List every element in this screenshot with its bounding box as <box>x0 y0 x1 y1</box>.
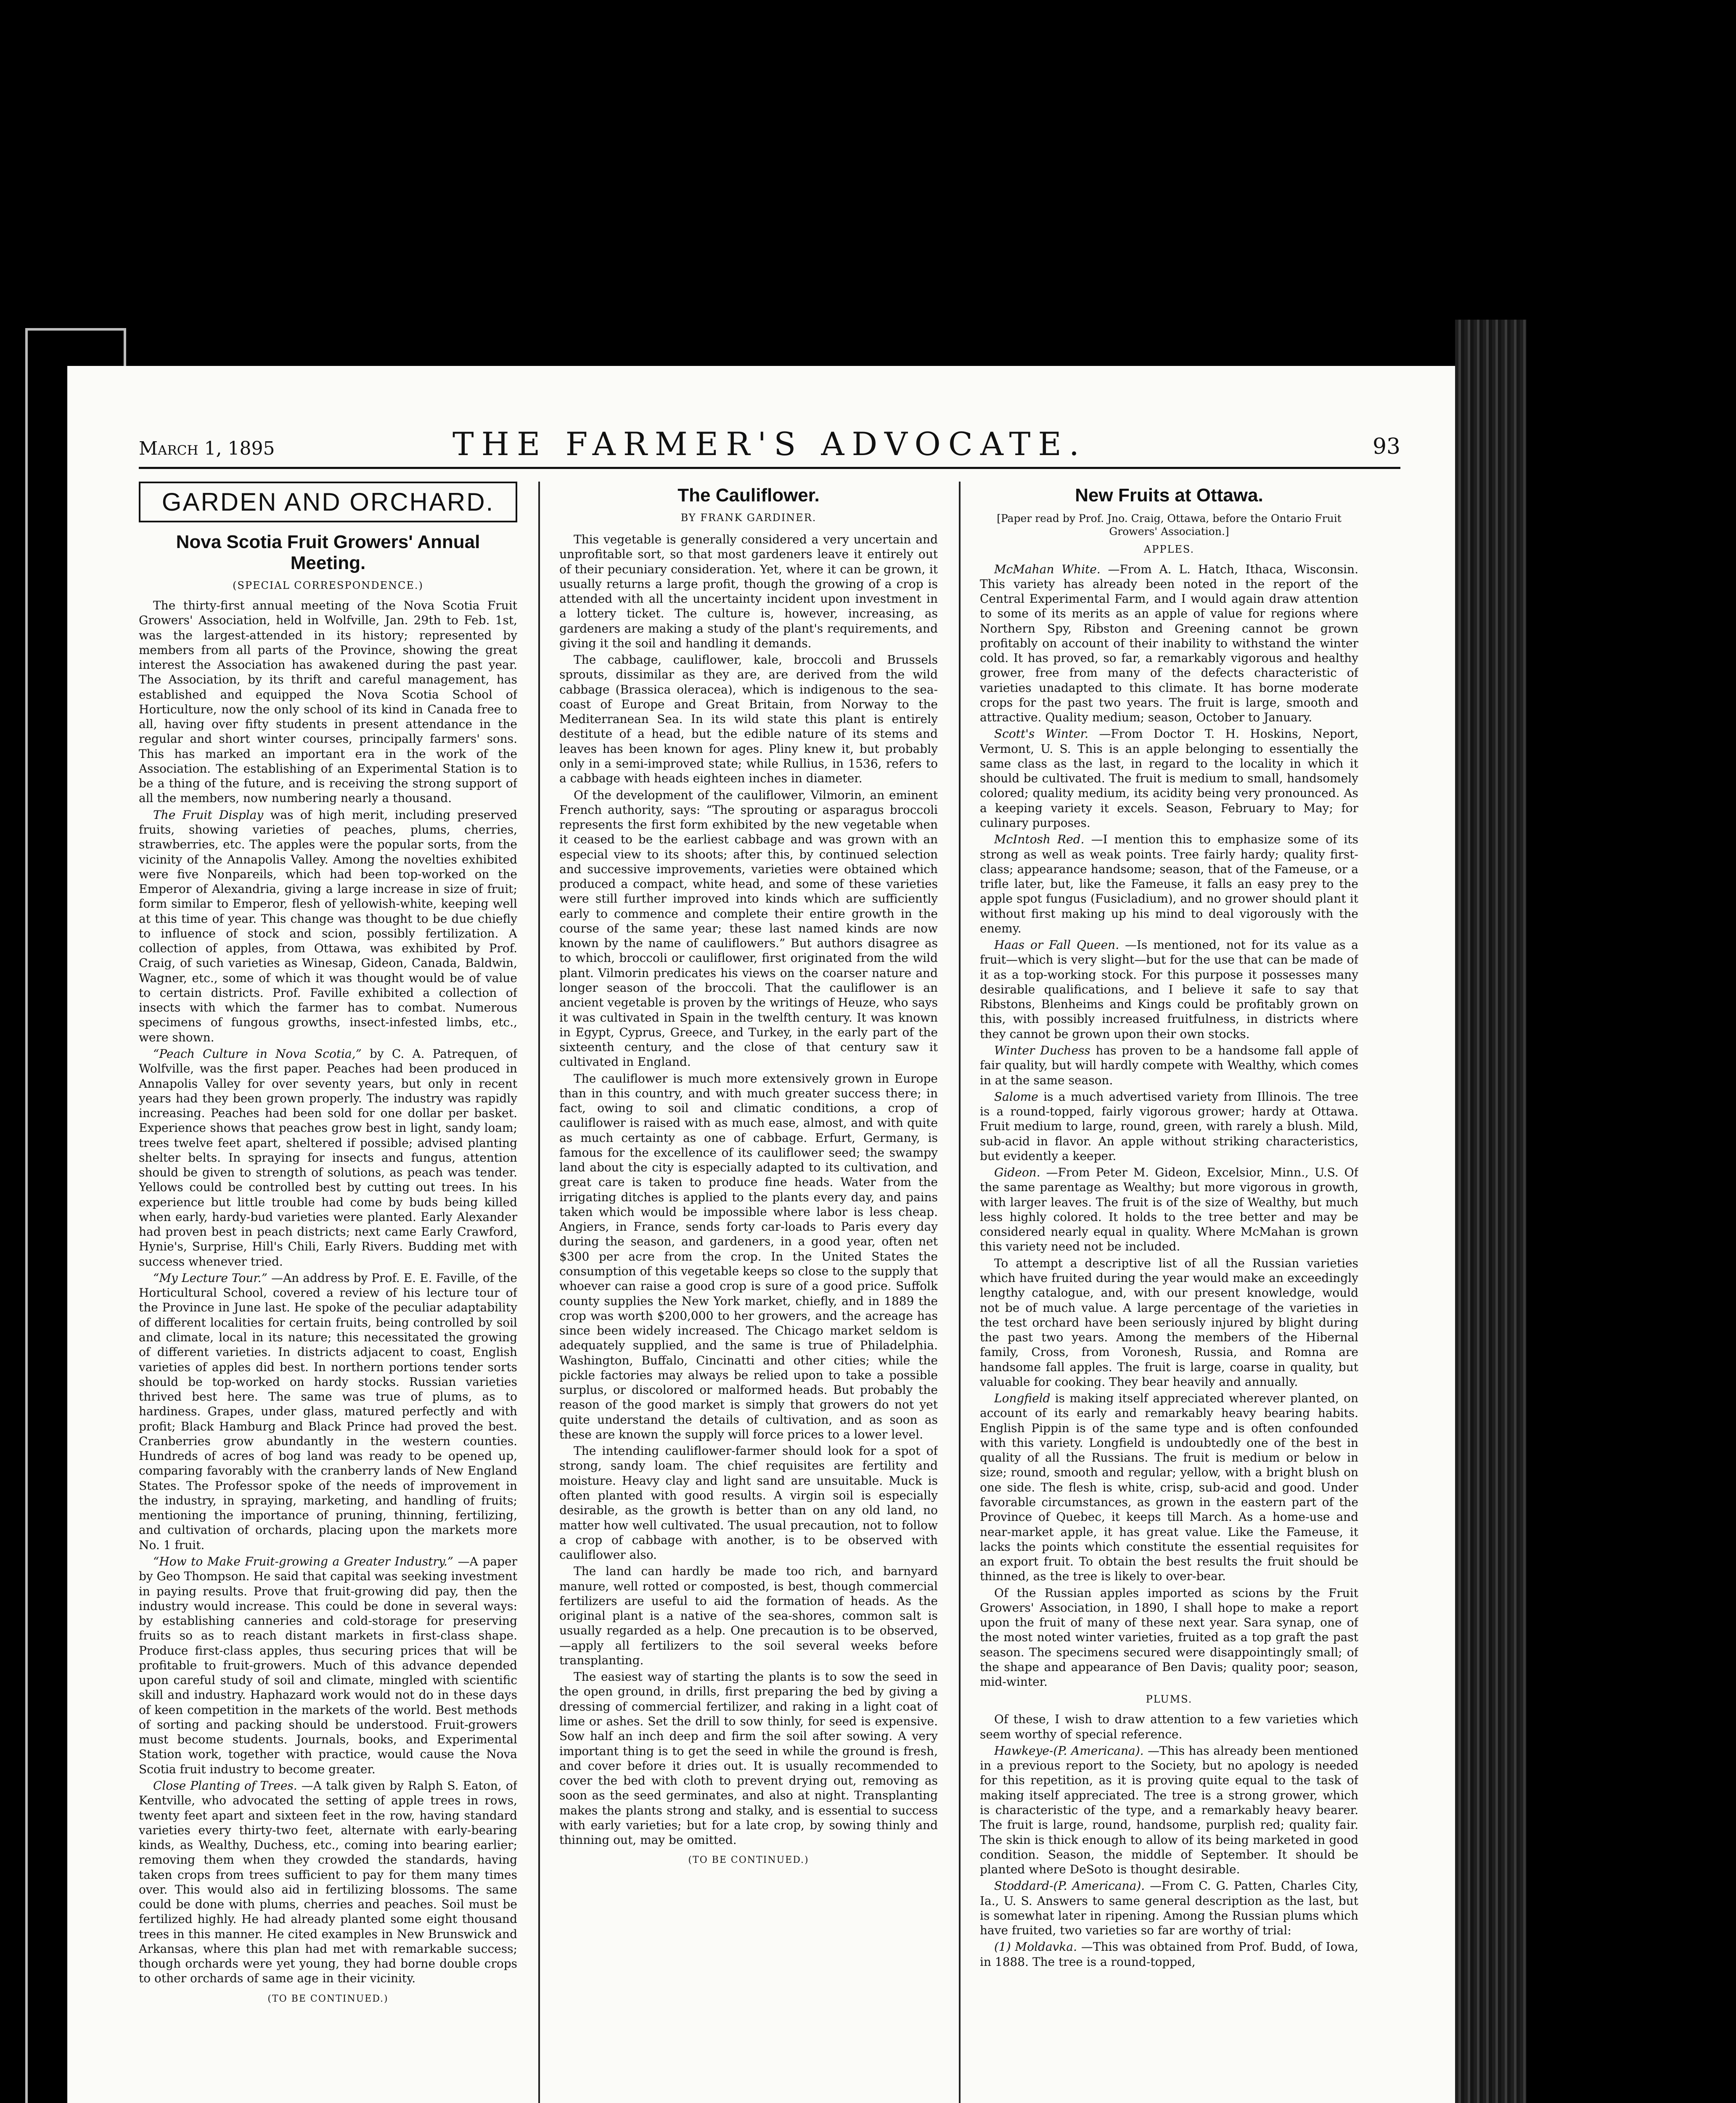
paragraph-lead: McIntosh Red. <box>994 832 1085 847</box>
article-body <box>559 532 938 1847</box>
paragraph-text: —Is mentioned, not for its value as a fruit—which is very slight—but for the use that can be made of it as a top-working stock. For this purpose it possesses many desirable qualifications, and I believe it safe to say that Ribstons, Blenheims and Kings could be profitably grown on this, with possibly increased fruitfulness, in districts where they cannot be grown upon their own stocks. <box>980 938 1358 1041</box>
paragraph-lead: “My Lecture Tour.” <box>153 1271 267 1285</box>
continued-note: (TO BE CONTINUED.) <box>267 1993 389 2004</box>
paragraph <box>980 1089 1358 1163</box>
paragraph-text: —From A. L. Hatch, Ithaca, Wisconsin. This variety has already been noted in the report of the Central Experimental Farm, and I would again draw attention to some of its merits as an apple of value for regions where Northern Spy, Ribston and Greening cannot be grown profitably on account of their inability to withstand the winter cold. It has proved, so far, a remarkably vigorous and healthy grower, free from many of the defects characteristic of varieties unadapted to this climate. It has borne moderate crops for the past two years. The fruit is large, smooth and attractive. Quality medium; season, October to January. <box>980 562 1358 725</box>
paragraph <box>559 788 938 1070</box>
paragraph <box>559 1669 938 1847</box>
paragraph-text: was of high merit, including preserved fruits, showing varieties of peaches, plums, cherries, strawberries, etc. The apples were the popular sorts, from the vicinity of the Annapolis Valley. Among the novelties exhibited were five Nonpareils, which had been top-worked on the Emperor of Alexandria, giving a large increase in size of fruit; form similar to Emperor, flesh of yellowish-white, keeping well at this time of year. This change was thought to be due chiefly to influence of stock and scion, possibly fertilization. A collection of apples, from Ottawa, was exhibited by Prof. Craig, of such varieties as Winesap, Gideon, Canada, Baldwin, Wagner, etc., some of which it was thought would be of value to certain districts. Prof. Faville exhibited a collection of insects with which the farmer has to combat. Numerous specimens of fungous growths, insect-infested limbs, etc., were shown. <box>139 808 517 1044</box>
article-title: The Cauliflower. <box>677 485 820 506</box>
paragraph-lead: “Peach Culture in Nova Scotia,” <box>153 1046 362 1061</box>
paragraph-text: The intending cauliflower-farmer should look for a spot of strong, sandy loam. The chief requisites are fertility and moisture. Heavy clay and light sand are unsuitable. Muck is often planted with good results. A virgin soil is especially desirable, as the growth is better than on any old land, no matter how well cultivated. The usual precaution, not to follow a crop of cabbage with another, is to be observed with cauliflower also. <box>559 1444 938 1562</box>
continued-note: (TO BE CONTINUED.) <box>688 1855 809 1866</box>
paragraph <box>139 1778 517 1986</box>
paragraph <box>980 726 1358 830</box>
issue-date: March 1, 1895 <box>139 438 275 459</box>
article-title: Nova Scotia Fruit Growers' Annual Meeting. <box>176 532 480 573</box>
newspaper-page <box>67 366 1455 2103</box>
paragraph <box>980 1391 1358 1584</box>
paragraph-text: The cauliflower is much more extensively grown in Europe than in this country, and with much greater success there; in fact, owing to soil and climatic conditions, a crop of cauliflower is raised with as much ease, almost, and with quite as much certainty as one of cabbage. Erfurt, Germany, is famous for the excellence of its cauliflower seed; the swampy land about the city is especially adapted to its cultivation, and great care is taken to produce fine heads. Water from the irrigating ditches is applied to the plants every day, and pains taken which would be impossible where labor is less cheap. Angiers, in France, sends forty car-loads to Paris every day during the season, and gardeners, in a good year, often net $300 per acre from the crop. In the United States the consumption of this vegetable keeps so close to the supply that whoever can raise a good crop is sure of a good price. Suffolk county supplies the New York market, chiefly, and in 1889 the crop was worth $200,000 to her growers, and the acreage has since been widely increased. The Chicago market seldom is adequately supplied, and the same is true of Philadelphia. Washington, Buffalo, Cincinatti and other cities; while the pickle factories may always be relied upon to take a possible surplus, or discolored or malformed heads. But probably the reason of the good market is simply that growers do not yet quite understand the details of cultivation, and as soon as these are known the supply will force prices to a lower level. <box>559 1071 938 1441</box>
paragraph <box>980 938 1358 1041</box>
editor-note: [Paper read by Prof. Jno. Craig, Ottawa, before the Ontario Fruit Growers' Association.] <box>997 512 1342 538</box>
paragraph-text: has proven to be a handsome fall apple of fair quality, but will hardly compete with Wealthy, which comes in at the same season. <box>980 1044 1358 1087</box>
paragraph <box>980 1256 1358 1389</box>
paragraph-lead: Haas or Fall Queen. <box>994 938 1119 952</box>
paragraph <box>139 598 517 806</box>
article-body <box>139 598 517 1986</box>
paragraph <box>980 1939 1358 1969</box>
paragraph-text: is a much advertised variety from Illinois. The tree is a round-topped, fairly vigorous grower; hardy at Ottawa. Fruit medium to large, round, green, with rarely a blush. Mild, sub-acid in flavor. An apple without striking characteristics, but evidently a keeper. <box>980 1089 1358 1163</box>
paragraph-lead: Stoddard-(P. Americana). <box>994 1879 1145 1893</box>
paragraph <box>559 1564 938 1668</box>
paragraph-text: Of these, I wish to draw attention to a few varieties which seem worthy of special reference. <box>980 1712 1358 1741</box>
paragraph-text: The easiest way of starting the plants is to sow the seed in the open ground, in drills, first preparing the bed by giving a dressing of commercial fertilizer, and raking in a light coat of lime or ashes. Set the drill to sow thinly, for seed is expensive. Sow half an inch deep and firm the soil after sowing. A very important thing is to get the seed in while the ground is fresh, and cover before it dries out. It is usually recommended to cover the bed with cloth to prevent drying out, removing as soon as the seed germinates, and also at night. Transplanting makes the plants strong and stalky, and is essential to success with early varieties; but for a late crop, by sowing thinly and thinning out, may be omitted. <box>559 1670 938 1847</box>
paragraph <box>980 1586 1358 1690</box>
section-heading: GARDEN AND ORCHARD. <box>139 482 517 522</box>
paragraph <box>980 1043 1358 1088</box>
paragraph <box>559 532 938 651</box>
paragraph-lead: (1) Moldavka. <box>994 1940 1077 1954</box>
paragraph-lead: Salome <box>994 1089 1038 1104</box>
paragraph-text: —From Peter M. Gideon, Excelsior, Minn., U.S. Of the same parentage as Wealthy; but more vigorous in growth, with larger leaves. The fruit is of the size of Wealthy, but much less highly colored. It holds to the tree better and may be considered nearly equal in quality. Where McMahan is grown this variety need not be included. <box>980 1165 1358 1254</box>
paragraph <box>980 1743 1358 1877</box>
paragraph-text: The thirty-first annual meeting of the Nova Scotia Fruit Growers' Association, held in Wolfville, Jan. 29th to Feb. 1st, was the largest-attended in its history; represented by members from all parts of the Province, showing the great interest the Association has awakened during the past year. The Association, by its thrift and careful management, has established and equipped the Nova Scotia School of Horticulture, now the only school of its kind in Canada free to all, having over fifty students in present attendance in the regular and short winter courses, principally farmers' sons. This has marked an important era in the work of the Association. The establishing of an Experimental Station is to be a thing of the future, and is receiving the strong support of all the members, now numbering nearly a thousand. <box>139 599 517 805</box>
paragraph-lead: McMahan White. <box>994 562 1101 576</box>
paragraph <box>559 652 938 786</box>
article-body-plums <box>980 1712 1358 1969</box>
paragraph-text: To attempt a descriptive list of all the Russian varieties which have fruited during the year would make an exceedingly lengthy catalogue, and, with our present knowledge, would not be of much value. A large percentage of the varieties in the test orchard have been seriously injured by blight during the past two years. Among the members of the Hibernal family, Cross, from Voronesh, Russia, and Romna are handsome fall apples. The fruit is large, coarse in quality, but valuable for cooking. They bear heavily and annually. <box>980 1256 1358 1389</box>
column-garden-orchard <box>139 482 517 2103</box>
paragraph-text: by C. A. Patrequen, of Wolfville, was the first paper. Peaches had been produced in Annapolis Valley for over seventy years, but only in recent years had they been grown properly. The industry was rapidly increasing. Peaches had been sold for one dollar per basket. Experience shows that peaches grow best in light, sandy loam; trees twelve feet apart, sheltered if possible; advised planting shelter belts. In spraying for insects and fungus, attention should be given to strength of solutions, as peach was tender. Yellows could be controlled best by cutting out trees. In his experience but little trouble had come by buds being killed when early, hardy-bud varieties were planted. Early Alexander had proven best in peach districts; next came Early Crawford, Hynie's, Surprise, Hill's Chili, Early Rivers. Budding met with success whenever tried. <box>139 1046 517 1269</box>
paragraph-text: —This has already been mentioned in a previous report to the Society, but no apology is needed for this repetition, as it is proving quite equal to the task of making itself appreciated. The tree is a strong grower, which is characteristic of the type, and a remarkably heavy bearer. The fruit is large, round, handsome, purplish red; quality fair. The skin is thick enough to allow of its being marketed in good condition. Season, the middle of September. It should be planted where DeSoto is thought desirable. <box>980 1743 1358 1877</box>
paragraph <box>139 1554 517 1777</box>
subhead-apples: APPLES. <box>1143 543 1195 555</box>
paragraph-text: is making itself appreciated wherever planted, on account of its early and remarkably heavy bearing habits. English Pippin is of the same type and is often confounded with this variety. Longfield is undoubtedly one of the best in quality of all the Russians. The fruit is medium or below in size; round, smooth and regular; yellow, with a bright blush on one side. The flesh is white, crisp, sub-acid and good. Under favorable circumstances, as grown in the eastern part of the Province of Quebec, it keeps till March. As a home-use and near-market apple, it has great value. Like the Fameuse, it lacks the points which constitute the essential requisites for an export fruit. To obtain the best results the fruit should be thinned, as the tree is likely to over-bear. <box>980 1391 1358 1584</box>
paragraph-text: —An address by Prof. E. E. Faville, of the Horticultural School, covered a review of his lecture tour of the Province in June last. He spoke of the peculiar adaptability of different localities for certain fruits, being controlled by soil and climate, local in its nature; this necessitated the growing of different varieties. In districts adjacent to coast, English varieties of apples did best. In northern portions tender sorts should be top-worked on hardy stocks. Russian varieties thrived best here. The same was true of plums, as to hardiness. Grapes, under glass, matured perfectly and with profit; Black Hamburg and Black Prince had proved the best. Cranberries grow abundantly in the western counties. Hundreds of acres of bog land was ready to be opened up, comparing favorably with the cranberry lands of New England States. The Professor spoke of the needs of improvement in the industry, in spraying, marketing, and handling of fruits; mentioning the importance of pruning, thinning, fertilizing, and cultivation of orchards, placing upon the markets more No. 1 fruit. <box>139 1271 517 1552</box>
paragraph <box>980 1712 1358 1742</box>
paragraph <box>980 562 1358 725</box>
paragraph <box>559 1071 938 1442</box>
paragraph-text: —A paper by Geo Thompson. He said that capital was seeking investment in paying results. Prove that fruit-growing did pay, then the industry would increase. This could be done in several ways: by establishing canneries and cold-storage for preserving fruits so as to reach distant markets in first-class shape. Produce first-class apples, thus securing prices that will be profitable to fruit-growers. Much of this advance depended upon careful study of soil and climate, mingled with scientific skill and industry. Haphazard work would not do in these days of keen competition in the markets of the world. Best methods of sorting and packing should be understood. Fruit-growers must become students. Journals, books, and Experimental Station work, together with practice, would cause the Nova Scotia fruit industry to become greater. <box>139 1555 517 1776</box>
paragraph <box>559 1443 938 1562</box>
paragraph-lead: Longfield <box>994 1391 1051 1406</box>
paragraph-text: This vegetable is generally considered a very uncertain and unprofitable sort, so that most gardeners leave it entirely out of their pecuniary consideration. Yet, where it can be grown, it usually returns a large profit, though the growing of a crop is attended with all the uncertainty incident upon investment in a lottery ticket. The culture is, however, increasing, as gardeners are making a study of the plant's requirements, and giving it the soil and handling it demands. <box>559 532 938 650</box>
paragraph-text: —This was obtained from Prof. Budd, of Iowa, in 1888. The tree is a round-topped, <box>980 1940 1358 1969</box>
paragraph-lead: Winter Duchess <box>994 1044 1090 1057</box>
paragraph-lead: Scott's Winter. <box>994 727 1088 741</box>
paragraph-lead: The Fruit Display <box>153 808 264 822</box>
paragraph-text: The cabbage, cauliflower, kale, broccoli and Brussels sprouts, dissimilar as they are, are derived from the wild cabbage (Brassica oleracea), which is indigenous to the sea-coast of Europe and Great Britain, from Norway to the Mediterranean Sea. In its wild state this plant is entirely destitute of a head, but the edible nature of its stems and leaves has been known for ages. Pliny knew it, but probably only in a semi-improved state; while Rullius, in 1536, refers to a cabbage with heads eighteen inches in diameter. <box>559 653 938 786</box>
subhead-plums: PLUMS. <box>1146 1693 1193 1706</box>
paragraph <box>980 1878 1358 1938</box>
paragraph-text: —A talk given by Ralph S. Eaton, of Kentville, who advocated the setting of apple trees in rows, twenty feet apart and sixteen feet in the row, having standard varieties every thirty-two feet, alternate with early-bearing kinds, as Wealthy, Duchess, etc., coming into bearing earlier; removing them when they crowded the standards, having taken crops from trees sufficient to pay for them many times over. This would also aid in fertilizing blossoms. The same could be done with plums, cherries and peaches. Soil must be fertilized highly. He had already planted some eight thousand trees in this manner. He cited examples in New Brunswick and Arkansas, where this plan had met with remarkable success; though orchards were yet young, they had borne double crops to other orchards of same age in their vicinity. <box>139 1778 517 1986</box>
byline: BY FRANK GARDINER. <box>680 512 817 524</box>
page-number: 93 <box>1372 434 1400 459</box>
column-new-fruits <box>980 482 1358 2103</box>
paragraph <box>980 1165 1358 1254</box>
article-title: New Fruits at Ottawa. <box>1075 485 1263 506</box>
column-cauliflower <box>559 482 938 2103</box>
publication-title: THE FARMER'S ADVOCATE. <box>452 425 1087 463</box>
paragraph-text: —I mention this to emphasize some of its strong as well as weak points. Tree fairly hardy; quality first-class; appearance handsome; season, that of the Fameuse, or a trifle later, but, like the Fameuse, it falls an easy prey to the apple spot fungus (Fusicladium), and no grower should plant it without first making up his mind to deal vigorously with the enemy. <box>980 832 1358 935</box>
column-rule <box>538 482 540 2103</box>
paragraph <box>980 832 1358 936</box>
article-body-apples <box>980 562 1358 1690</box>
paragraph-text: The land can hardly be made too rich, and barnyard manure, well rotted or composted, is best, though commercial fertilizers are useful to aid the formation of heads. As the original plant is a native of the sea-shores, common salt is usually regarded as a help. One precaution is to be observed,—apply all fertilizers to the soil several weeks before transplanting. <box>559 1564 938 1667</box>
running-head <box>139 421 1400 469</box>
paragraph-lead: Hawkeye-(P. Americana). <box>994 1743 1144 1758</box>
paragraph-text: Of the Russian apples imported as scions by the Fruit Growers' Association, in 1890, I shall hope to make a report upon the fruit of many of these next year. Sara synap, one of the most noted winter varieties, fruited as a top graft the past season. The specimens secured were disappointingly small; of the shape and appearance of Ben Davis; quality poor; season, mid-winter. <box>980 1586 1358 1689</box>
paragraph-text: Of the development of the cauliflower, Vilmorin, an eminent French authority, says: “The sprouting or asparagus broccoli represents the first form exhibited by the new vegetable when it ceased to be the earliest cabbage and was grown with an especial view to its shoots; after this, by continued selection and successive improvements, varieties were obtained which produced a compact, white head, and some of these varieties were still further improved into kinds which are sufficiently early to commence and complete their entire growth in the course of the same year; these last named kinds are now known by the name of cauliflowers.” But authors disagree as to which, broccoli or cauliflower, first originated from the wild plant. Vilmorin predicates his views on the coarser nature and longer season of the broccoli. That the cauliflower is an ancient vegetable is proven by the writings of Heuze, who says it was cultivated in Spain in the twelfth century. It was known in Egypt, Cyprus, Greece, and Turkey, in the early part of the sixteenth century, and the close of that century saw it cultivated in England. <box>559 788 938 1069</box>
paragraph-text: —From C. G. Patten, Charles City, Ia., U. S. Answers to same general description as the last, but is somewhat later in ripening. Among the Russian plums which have fruited, two varieties so far are worthy of trial: <box>980 1879 1358 1938</box>
paragraph <box>139 1046 517 1269</box>
paragraph-text: —From Doctor T. H. Hoskins, Neport, Vermont, U. S. This is an apple belonging to essentially the same class as the last, in regard to the locality in which it should be cultivated. The fruit is medium to small, handsomely colored; quality medium, its acidity being very pronounced. As a keeping variety it excels. Season, February to May; for culinary purposes. <box>980 727 1358 830</box>
book-spine-edge <box>1455 320 1527 2103</box>
paragraph <box>139 1271 517 1552</box>
paragraph <box>139 808 517 1045</box>
paragraph-lead: Close Planting of Trees. <box>153 1778 297 1793</box>
paragraph-lead: Gideon. <box>994 1165 1040 1180</box>
paragraph-lead: “How to Make Fruit-growing a Greater Industry.” <box>153 1555 454 1568</box>
article-subhead: (SPECIAL CORRESPONDENCE.) <box>233 580 423 591</box>
column-rule <box>959 482 961 2103</box>
